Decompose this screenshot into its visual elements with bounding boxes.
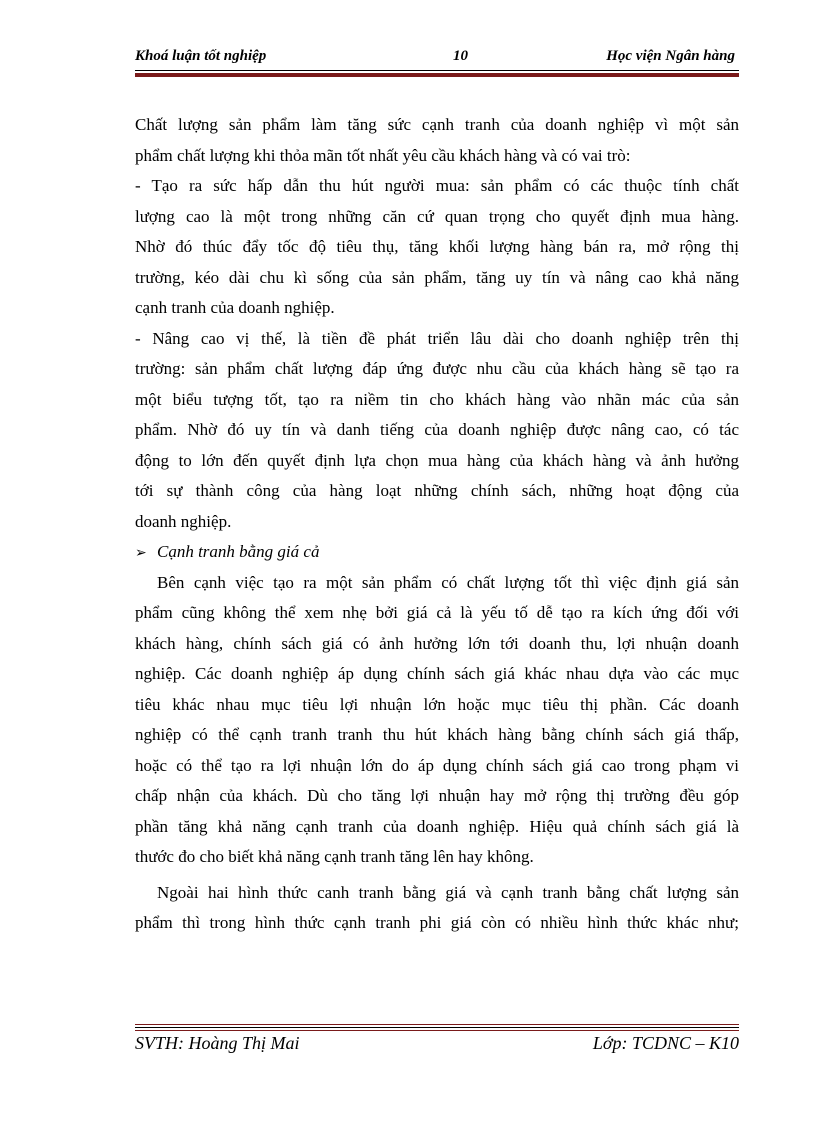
text-line: hoặc có thể tạo ra lợi nhuận lớn do áp dụng chính sách giá cao trong phạm vi bbox=[135, 755, 739, 775]
text-line: phần tăng khả năng cạnh tranh của doanh nghiệp. Hiệu quả chính sách giá là bbox=[135, 816, 739, 836]
text-line: phẩm cũng không thể xem nhẹ bởi giá cả là yếu tố dễ tạo ra kích ứng đối với bbox=[135, 603, 739, 622]
arrow-bullet-icon: ➢ bbox=[135, 546, 147, 561]
text-line: nghiệp. Các doanh nghiệp áp dụng chính sách giá khác nhau dựa vào các mục bbox=[135, 664, 739, 683]
text-line: thước đo cho biết khả năng cạnh tranh tăng lên hay không. bbox=[135, 847, 534, 866]
text-line: phẩm chất lượng khi thỏa mãn tốt nhất yêu cầu khách hàng và có vai trò: bbox=[135, 145, 631, 165]
text-line: phẩm. Nhờ đó uy tín và danh tiếng của doanh nghiệp được nâng cao, có tác bbox=[135, 420, 739, 439]
text-line: khách hàng, chính sách giá có ảnh hưởng lớn tới doanh thu, lợi nhuận doanh bbox=[135, 633, 739, 653]
text-line: - Tạo ra sức hấp dẫn thu hút người mua: sản phẩm có các thuộc tính chất bbox=[135, 176, 739, 195]
paragraph-raise-position bbox=[135, 324, 739, 538]
text-line: phẩm thì trong hình thức cạnh tranh phi giá còn có nhiều hình thức khác như; bbox=[135, 913, 739, 932]
text-line: tới sự thành công của hàng loạt những chính sách, những hoạt động của bbox=[135, 481, 739, 500]
text-line: Nhờ đó thúc đẩy tốc độ tiêu thụ, tăng khối lượng hàng bán ra, mở rộng thị bbox=[135, 237, 739, 256]
page-body bbox=[135, 110, 739, 939]
text-line: trường: sản phẩm chất lượng đáp ứng được nhu cầu của khách hàng sẽ tạo ra bbox=[135, 359, 739, 378]
text-line: doanh nghiệp. bbox=[135, 511, 232, 531]
header-divider bbox=[135, 70, 739, 77]
text-line: trường, kéo dài chu kì sống của sản phẩm, tăng uy tín và nâng cao khả năng bbox=[135, 267, 739, 287]
section-heading-text: Cạnh tranh bằng giá cả bbox=[157, 542, 320, 561]
text-line: Bên cạnh việc tạo ra một sản phẩm có chất lượng tốt thì việc định giá sản bbox=[157, 572, 739, 592]
paragraph-other-forms bbox=[135, 878, 739, 939]
header-thesis-label: Khoá luận tốt nghiệp bbox=[135, 48, 267, 64]
text-line: Chất lượng sản phẩm làm tăng sức cạnh tranh của doanh nghiệp vì một sản bbox=[135, 115, 739, 134]
text-line: tiêu khác nhau mục tiêu lợi nhuận lớn hoặc mục tiêu thị phần. Các doanh bbox=[135, 694, 739, 714]
paragraph-price-competition bbox=[135, 568, 739, 873]
text-line: chấp nhận của khách. Dù cho tăng lợi nhuận hay mở rộng thị trường đều góp bbox=[135, 786, 739, 805]
text-line: lượng cao là một trong những căn cứ quan trọng cho quyết định mua hàng. bbox=[135, 206, 739, 226]
text-line: Ngoài hai hình thức canh tranh bằng giá và cạnh tranh bằng chất lượng sản bbox=[157, 882, 739, 902]
footer-student-name: SVTH: Hoàng Thị Mai bbox=[135, 1033, 300, 1053]
section-heading bbox=[135, 537, 739, 568]
header-institution: Học viện Ngân hàng bbox=[606, 48, 735, 64]
paragraph-intro bbox=[135, 110, 739, 171]
text-line: cạnh tranh của doanh nghiệp. bbox=[135, 298, 335, 317]
page-number: 10 bbox=[453, 48, 468, 64]
text-line: - Nâng cao vị thế, là tiền đề phát triển lâu dài cho doanh nghiệp trên thị bbox=[135, 328, 739, 348]
footer-divider bbox=[135, 1024, 739, 1031]
text-line: một biểu tượng tốt, tạo ra niềm tin cho khách hàng vào nhãn mác của sản bbox=[135, 389, 739, 409]
page-header bbox=[135, 48, 735, 68]
text-line: nghiệp có thể cạnh tranh tranh thu hút khách hàng bằng chính sách giá thấp, bbox=[135, 725, 739, 744]
page-footer bbox=[135, 1033, 739, 1057]
paragraph-attract-buyers bbox=[135, 171, 739, 324]
text-line: động to lớn đến quyết định lựa chọn mua hàng của khách hàng và ảnh hưởng bbox=[135, 450, 739, 470]
footer-class-code: Lớp: TCDNC – K10 bbox=[592, 1033, 739, 1053]
